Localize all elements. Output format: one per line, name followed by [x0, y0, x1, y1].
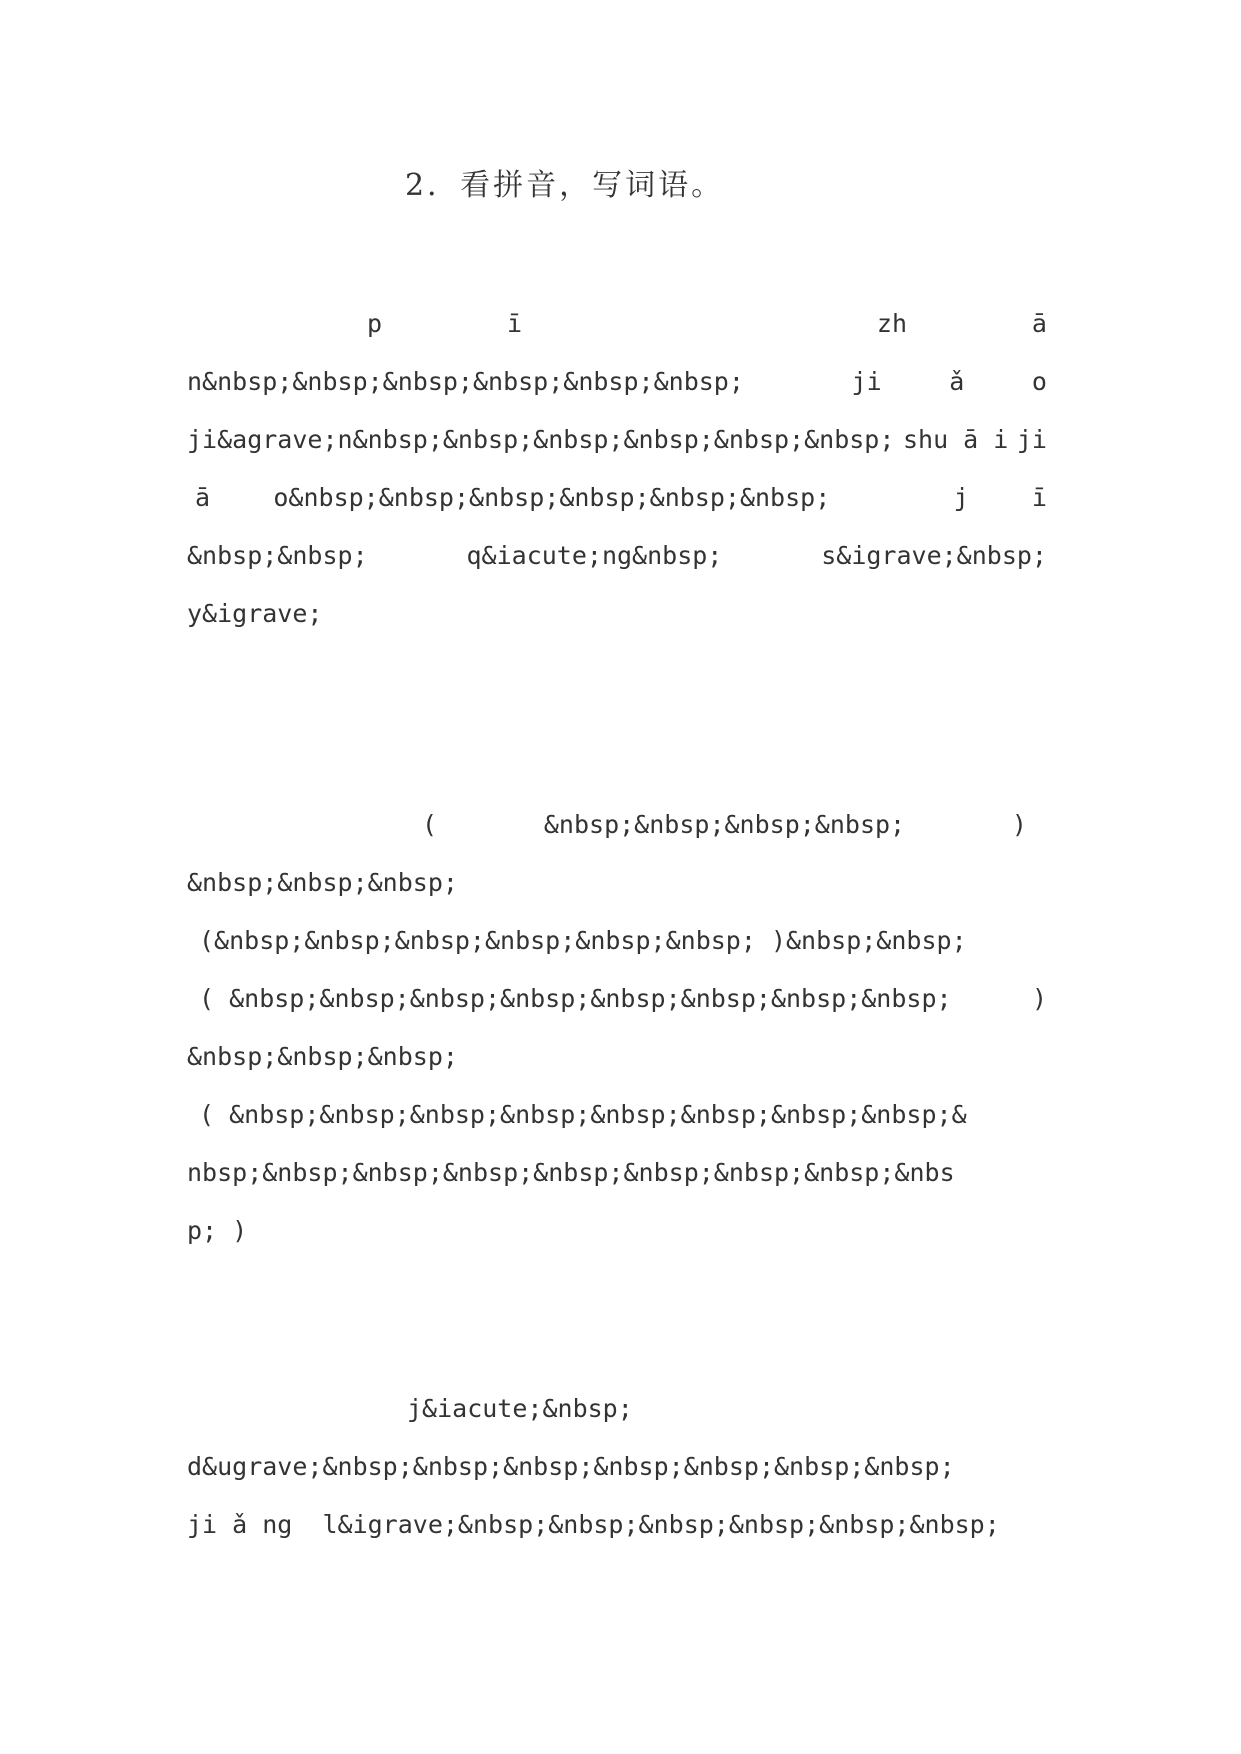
answer-blank: &nbsp;&nbsp;&nbsp;&nbsp; — [543, 810, 906, 839]
answer-blank: ( &nbsp;&nbsp;&nbsp;&nbsp;&nbsp;&nbsp;&nbsp;&nbsp;& — [199, 1100, 967, 1129]
answer-bracket-close: ) — [1011, 810, 1027, 839]
text-line — [187, 469, 1047, 527]
pinyin-paragraph-2 — [187, 1380, 1047, 1554]
pinyin-syllable: n&nbsp;&nbsp;&nbsp;&nbsp;&nbsp;&nbsp; — [187, 367, 744, 396]
pinyin-syllable: ī — [1031, 483, 1047, 512]
text-line — [187, 1144, 1047, 1202]
answer-blank: ( &nbsp;&nbsp;&nbsp;&nbsp;&nbsp;&nbsp;&nbsp;&nbsp; — [199, 984, 967, 1013]
pinyin-syllable: d&ugrave;&nbsp;&nbsp;&nbsp;&nbsp;&nbsp;&nbsp;&nbsp; — [187, 1452, 955, 1481]
answer-paragraph — [187, 796, 1047, 1260]
pinyin-syllable: &nbsp;&nbsp; — [187, 541, 368, 570]
text-line — [187, 353, 1047, 411]
pinyin-syllable: ā — [195, 483, 211, 512]
text-line — [187, 585, 1047, 643]
pinyin-paragraph-1 — [187, 295, 1047, 643]
text-line — [187, 796, 1047, 854]
answer-bracket-open: ( — [422, 810, 438, 839]
text-line — [187, 411, 1047, 469]
text-line — [187, 1380, 1047, 1438]
answer-blank: &nbsp;&nbsp;&nbsp; — [187, 868, 458, 897]
pinyin-syllable: o&nbsp;&nbsp;&nbsp;&nbsp;&nbsp;&nbsp; — [273, 483, 831, 512]
answer-blank: &nbsp;&nbsp;&nbsp; — [187, 1042, 458, 1071]
text-line — [187, 854, 1047, 912]
answer-bracket-close: ) — [1031, 984, 1047, 1013]
pinyin-syllable: ǎ — [949, 367, 965, 396]
pinyin-syllable: s&igrave;&nbsp; — [821, 541, 1047, 570]
text-line — [187, 912, 1047, 970]
pinyin-syllable: q&iacute;ng&nbsp; — [466, 541, 723, 570]
pinyin-syllable: y&igrave; — [187, 599, 323, 628]
text-line — [187, 527, 1047, 585]
text-line — [187, 1438, 1047, 1496]
pinyin-syllable: ji ǎ ng l&igrave;&nbsp;&nbsp;&nbsp;&nbsp;&nbsp;&nbsp; — [187, 1510, 1000, 1539]
answer-blank: (&nbsp;&nbsp;&nbsp;&nbsp;&nbsp;&nbsp; )&nbsp;&nbsp; — [199, 926, 967, 955]
text-line — [187, 295, 1047, 353]
pinyin-syllable: ī — [506, 309, 523, 338]
text-line — [187, 1028, 1047, 1086]
pinyin-syllable: ā — [1031, 309, 1047, 338]
pinyin-syllable: zh — [876, 309, 908, 338]
pinyin-syllable: ji&agrave;n&nbsp;&nbsp;&nbsp;&nbsp;&nbsp;&nbsp; — [187, 425, 895, 454]
pinyin-syllable: j — [953, 483, 969, 512]
pinyin-syllable: j&iacute;&nbsp; — [407, 1394, 633, 1423]
pinyin-syllable: ji — [1016, 425, 1047, 454]
answer-blank: p; ) — [187, 1216, 248, 1245]
text-line — [187, 970, 1047, 1028]
text-line — [187, 1086, 1047, 1144]
pinyin-syllable: o — [1031, 367, 1047, 396]
answer-blank: nbsp;&nbsp;&nbsp;&nbsp;&nbsp;&nbsp;&nbsp;&nbsp;&nbs — [187, 1158, 955, 1187]
text-line — [187, 1496, 1047, 1554]
pinyin-syllable: ji — [851, 367, 882, 396]
exercise-heading: 2．看拼音，写词语。 — [405, 168, 725, 203]
text-line — [187, 1202, 1047, 1260]
pinyin-syllable: p — [367, 309, 383, 338]
pinyin-syllable: shu ā i — [902, 425, 1009, 454]
